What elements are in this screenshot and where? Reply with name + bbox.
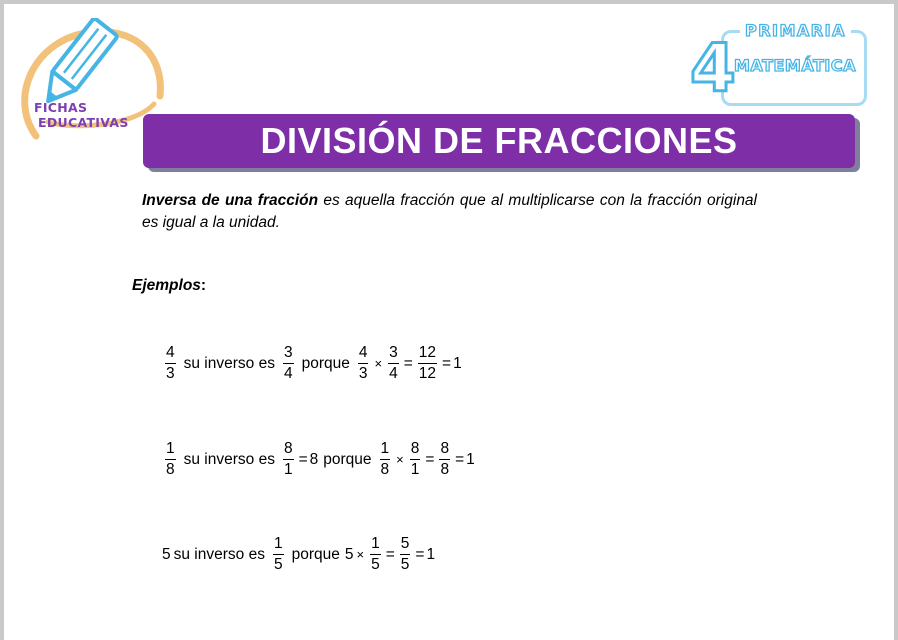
example-row-2	[162, 440, 475, 479]
fraction-product	[439, 440, 450, 479]
fraction-denominator: 3	[166, 365, 175, 382]
fraction-bar	[410, 459, 421, 460]
equals-sign: =	[385, 545, 395, 563]
fraction-numerator: 4	[358, 344, 368, 361]
logo-line-1: FICHAS	[34, 100, 88, 115]
definition-paragraph	[142, 190, 757, 234]
fraction-inverse	[273, 535, 284, 574]
examples-label: Ejemplos	[132, 277, 201, 294]
phrase-because: porque	[291, 545, 340, 563]
fraction-bar	[400, 554, 411, 555]
fraction-denominator: 8	[166, 461, 175, 478]
fraction-check-b	[370, 535, 381, 574]
fraction-denominator: 4	[389, 365, 398, 382]
equals-sign: =	[442, 354, 452, 372]
example-row-3	[162, 535, 435, 574]
phrase-inverse: su inverso es	[183, 354, 275, 372]
fraction-check-a	[358, 344, 369, 383]
fraction-numerator: 3	[283, 344, 293, 361]
fraction-bar	[165, 363, 176, 364]
fraction-bar	[358, 363, 369, 364]
definition-term: Inversa de una fracción	[142, 192, 319, 209]
times-sign: ×	[396, 452, 404, 467]
examples-heading	[132, 277, 206, 295]
logo-level-label: PRIMARIA	[740, 21, 851, 40]
page-title: DIVISIÓN DE FRACCIONES	[260, 120, 738, 161]
title-banner	[143, 114, 855, 168]
equals-sign: =	[415, 545, 425, 563]
logo-grade-number: 4	[690, 30, 736, 107]
fraction-inverse	[283, 344, 294, 383]
phrase-inverse: su inverso es	[173, 545, 265, 563]
fraction-numerator: 1	[371, 535, 380, 552]
fraction-denominator: 5	[273, 556, 283, 573]
equals-sign: =	[425, 450, 435, 468]
fraction-numerator: 12	[418, 344, 436, 361]
number-check-a: 5	[344, 545, 354, 563]
fraction-numerator: 5	[400, 535, 410, 552]
fraction-bar	[439, 459, 450, 460]
primaria-matematica-logo	[688, 18, 868, 110]
fraction-bar	[283, 459, 294, 460]
fraction-numerator: 8	[440, 440, 450, 457]
times-sign: ×	[356, 547, 365, 562]
example-row-1	[162, 344, 462, 383]
number-given: 5	[162, 545, 171, 563]
examples-colon: :	[200, 277, 207, 294]
fraction-check-b	[410, 440, 421, 479]
equals-sign: =	[403, 354, 413, 372]
fraction-check-a	[380, 440, 391, 479]
result-one: 1	[453, 354, 462, 372]
fraction-denominator: 8	[380, 461, 390, 478]
equals-sign: =	[298, 450, 308, 468]
fraction-numerator: 1	[273, 535, 283, 552]
fraction-inverse	[283, 440, 294, 479]
equals-sign: =	[455, 450, 465, 468]
fraction-given	[165, 440, 176, 479]
fraction-bar	[283, 363, 294, 364]
definition-text: es aquella fracción que al multiplicarse con la fracción original es igual a la unidad.	[142, 192, 757, 231]
logo-line-2: EDUCATIVAS	[38, 115, 129, 130]
fraction-bar	[370, 554, 381, 555]
fraction-bar	[165, 459, 176, 460]
fraction-product	[418, 344, 437, 383]
phrase-because: porque	[323, 450, 372, 468]
fraction-given	[165, 344, 176, 383]
fraction-denominator: 3	[358, 365, 368, 382]
fraction-numerator: 8	[410, 440, 420, 457]
fraction-denominator: 4	[283, 365, 293, 382]
fraction-denominator: 5	[371, 556, 380, 573]
fraction-bar	[388, 363, 399, 364]
result-one: 1	[426, 545, 436, 563]
fraction-numerator: 1	[166, 440, 175, 457]
fraction-bar	[380, 459, 391, 460]
logo-subject-label: MATEMÁTICA	[734, 56, 856, 75]
worksheet-page	[4, 4, 894, 640]
fraction-bar	[418, 363, 437, 364]
fraction-denominator: 1	[283, 461, 293, 478]
fraction-product	[400, 535, 411, 574]
fraction-bar	[273, 554, 284, 555]
phrase-because: porque	[301, 354, 350, 372]
fraction-numerator: 3	[389, 344, 398, 361]
phrase-inverse: su inverso es	[183, 450, 275, 468]
fraction-denominator: 5	[400, 556, 410, 573]
fraction-check-b	[388, 344, 399, 383]
inverse-value: 8	[309, 450, 319, 468]
fraction-denominator: 8	[440, 461, 450, 478]
fraction-denominator: 1	[410, 461, 420, 478]
fraction-denominator: 12	[418, 365, 436, 382]
fraction-numerator: 8	[283, 440, 293, 457]
times-sign: ×	[374, 356, 383, 371]
fraction-numerator: 1	[380, 440, 390, 457]
fraction-numerator: 4	[166, 344, 175, 361]
result-one: 1	[466, 450, 475, 468]
